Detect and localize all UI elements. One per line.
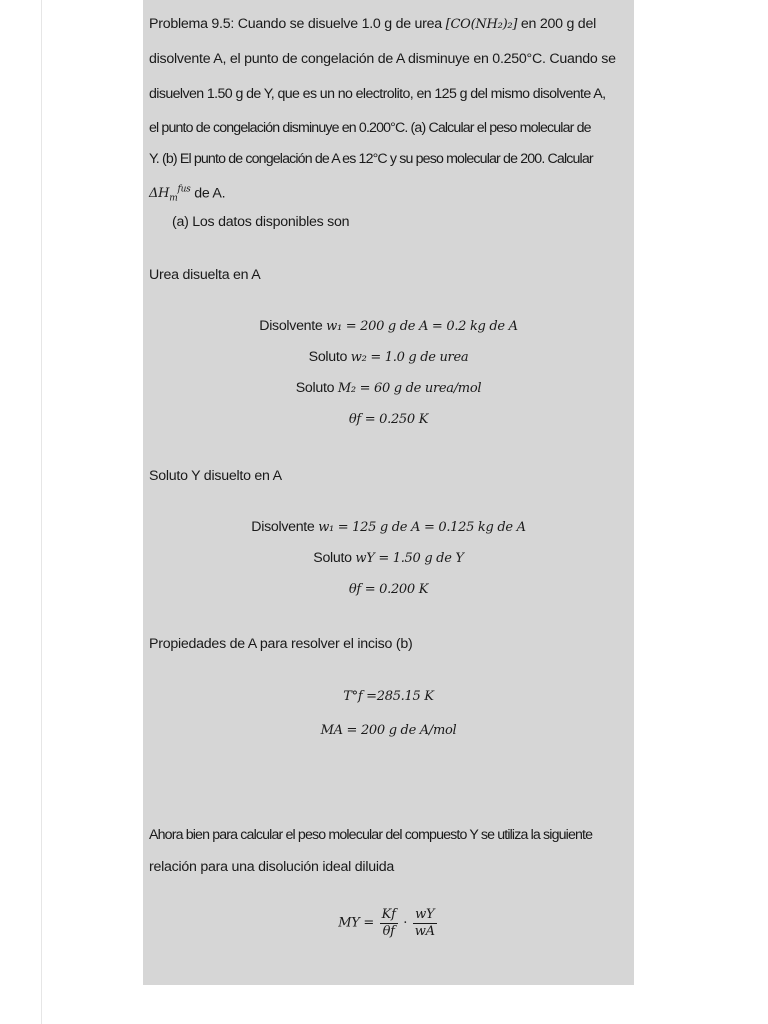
relation-line-2: relación para una disolución ideal diluida (149, 859, 395, 875)
problem-line-1-suffix: en 200 g del (520, 16, 596, 32)
relation-line-1: Ahora bien para calcular el peso molecular del compuesto Y se utiliza la siguiente (149, 827, 593, 843)
delta-h-fus-symbol: $\Delta H_m^{fus}$ (149, 185, 191, 204)
urea-solute-w-label: Soluto (308, 349, 348, 365)
urea-solute-m-label: Soluto (295, 380, 335, 396)
problem-line-4: el punto de congelación disminuye en 0.200°C. (a) Calcular el peso molecular de (149, 120, 591, 136)
problem-line-1 (149, 14, 629, 35)
section-a-intro: (a) Los datos disponibles son (172, 214, 350, 230)
props-ma-expr: MA = 200 g de A/mol (320, 723, 457, 738)
problem-panel (143, 0, 634, 985)
y-solute-expr: wY = 1.50 g de Y (355, 551, 464, 566)
y-solute-label: Soluto (313, 550, 352, 566)
urea-solute-w-row (143, 347, 634, 368)
urea-solute-m-row (143, 378, 634, 399)
problem-line-1-prefix: Problema 9.5: Cuando se disuelve 1.0 g de urea (149, 16, 442, 32)
problem-line-5: Y. (b) El punto de congelación de A es 12°C y su peso molecular de 200. Calcular (149, 151, 593, 167)
y-solute-row (143, 548, 634, 569)
formula-wa-denominator: wA (414, 923, 435, 939)
urea-formula: [CO(NH₂)₂] (445, 17, 518, 32)
y-solvent-row (143, 517, 634, 538)
props-tf-row (143, 686, 634, 707)
urea-solvent-label: Disolvente (259, 318, 323, 334)
molecular-weight-formula (143, 906, 634, 940)
props-tf-expr: T°f =285.15 K (343, 689, 434, 704)
problem-line-6-suffix: de A. (194, 185, 226, 202)
formula-theta-denominator: θf (382, 923, 395, 939)
formula-lhs: MY = (338, 915, 375, 931)
props-heading: Propiedades de A para resolver el inciso (b) (149, 636, 413, 652)
page-left-edge (41, 0, 42, 1024)
formula-k-over-theta (380, 907, 398, 940)
urea-theta-row (143, 409, 634, 430)
formula-wy-over-wa (413, 907, 437, 940)
urea-theta-expr: θf = 0.250 K (348, 412, 429, 427)
formula-k-numerator: Kf (381, 906, 396, 922)
urea-solute-m-expr: M₂ = 60 g de urea/mol (337, 381, 482, 396)
y-heading: Soluto Y disuelto en A (149, 468, 282, 484)
urea-solvent-expr: w₁ = 200 g de A = 0.2 kg de A (326, 319, 518, 334)
y-solvent-label: Disolvente (251, 519, 315, 535)
urea-solvent-row (143, 316, 634, 337)
props-ma-row (143, 720, 634, 741)
formula-wy-numerator: wY (413, 907, 437, 924)
y-theta-row (143, 579, 634, 600)
urea-solute-w-expr: w₂ = 1.0 g de urea (350, 350, 469, 365)
urea-heading: Urea disuelta en A (149, 267, 261, 283)
problem-line-3: disuelven 1.50 g de Y, que es un no electrolito, en 125 g del mismo disolvente A, (149, 86, 606, 102)
formula-dot: · (403, 915, 408, 931)
y-solvent-expr: w₁ = 125 g de A = 0.125 kg de A (318, 520, 526, 535)
y-theta-expr: θf = 0.200 K (348, 582, 429, 597)
problem-line-6 (149, 180, 629, 209)
problem-line-2: disolvente A, el punto de congelación de A disminuye en 0.250°C. Cuando se (149, 51, 616, 67)
